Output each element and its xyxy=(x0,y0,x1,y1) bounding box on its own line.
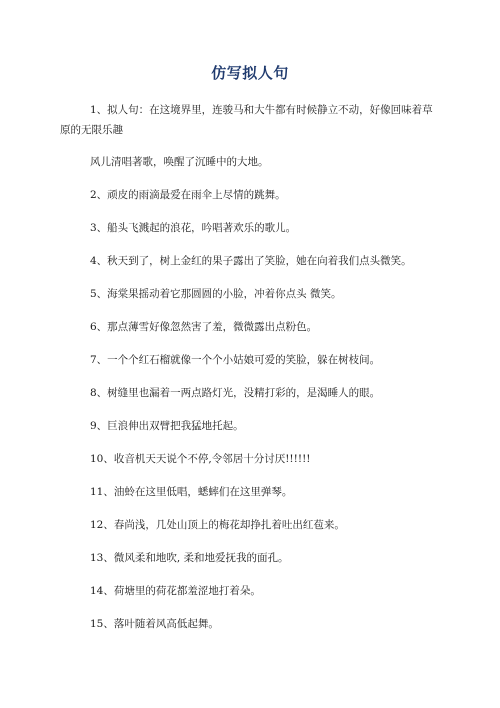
paragraph-7: 7、一个个红石榴就像一个个小姑娘可爱的笑脸，躲在树枝间。 xyxy=(90,354,381,366)
paragraph-1-line-1: 1、拟人句：在这境界里，连骏马和大牛都有时候静立不动，好像回味着草 xyxy=(90,104,433,116)
page-title: 仿写拟人句 xyxy=(211,64,289,82)
paragraph-wind: 风儿清唱著歌，唤醒了沉睡中的大地。 xyxy=(90,156,269,168)
paragraph-5: 5、海棠果摇动着它那圆圆的小脸，冲着你点头 微笑。 xyxy=(90,288,342,300)
paragraph-10: 10、收音机天天说个不停,令邻居十分讨厌!!!!!! xyxy=(90,453,311,465)
paragraph-6: 6、那点薄雪好像忽然害了羞，微微露出点粉色。 xyxy=(90,321,318,333)
paragraph-13: 13、微风柔和地吹, 柔和地爱抚我的面孔。 xyxy=(90,552,289,564)
paragraph-4: 4、秋天到了，树上金红的果子露出了笑脸，她在向着我们点头微笑。 xyxy=(90,255,412,267)
paragraph-1 xyxy=(60,100,433,140)
paragraph-3: 3、船头飞溅起的浪花，吟唱著欢乐的歌儿。 xyxy=(90,222,297,234)
paragraph-8: 8、树缝里也漏着一两点路灯光，没精打彩的，是渴睡人的眼。 xyxy=(90,387,381,399)
paragraph-1-line-2: 原的无限乐趣 xyxy=(60,124,123,136)
paragraph-2: 2、顽皮的雨滴最爱在雨伞上尽情的跳舞。 xyxy=(90,189,286,201)
paragraph-14: 14、荷塘里的荷花都羞涩地打着朵。 xyxy=(90,585,261,597)
paragraph-9: 9、巨浪伸出双臂把我猛地托起。 xyxy=(90,420,244,432)
paragraph-11: 11、油蛉在这里低唱，蟋蟀们在这里弹琴。 xyxy=(90,486,293,498)
paragraph-15: 15、落叶随着风高低起舞。 xyxy=(90,618,219,630)
paragraph-12: 12、春尚浅，几处山顶上的梅花却挣扎着吐出红苞来。 xyxy=(90,519,345,531)
